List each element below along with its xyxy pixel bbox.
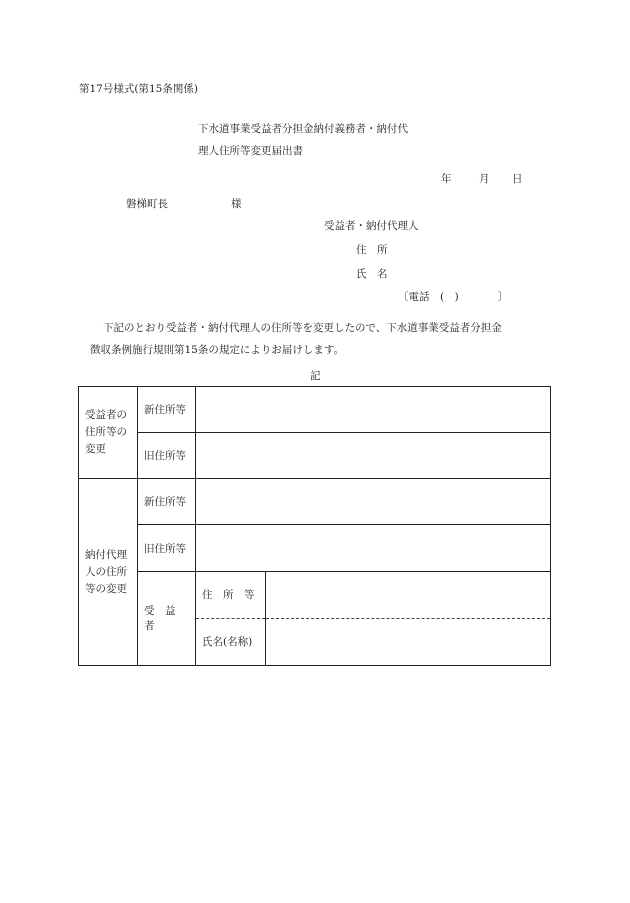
addressee-name: 磐梯町長: [126, 198, 168, 210]
beneficiary-old-address-label: 旧住所等: [138, 433, 196, 479]
beneficiary-name-label: 氏名(名称): [196, 618, 266, 665]
date-day: 日: [512, 173, 523, 185]
date-month: 月: [479, 173, 490, 185]
agent-new-address-label: 新住所等: [138, 479, 196, 525]
body-text-line1: 下記のとおり受益者・納付代理人の住所等を変更したので、下水道事業受益者分担金: [103, 322, 502, 334]
applicant-label: 受益者・納付代理人: [324, 220, 419, 232]
document-title-line2: 理人住所等変更届出書: [198, 145, 303, 157]
applicant-phone-close: 〕: [498, 291, 509, 303]
change-form-table: [78, 386, 551, 666]
ki-heading: 記: [310, 370, 321, 382]
beneficiary-name-field[interactable]: [266, 618, 551, 665]
section-beneficiary-change-label: 受益者の 住所等の 変更: [79, 387, 138, 479]
applicant-phone-label: 〔電話 ( ): [398, 291, 459, 303]
agent-new-address-field[interactable]: [196, 479, 551, 525]
applicant-name-label: 氏 名: [356, 268, 388, 280]
addressee-honorific: 様: [231, 198, 242, 210]
body-text-line2: 徴収条例施行規則第15条の規定によりお届けします。: [90, 344, 345, 356]
beneficiary-new-address-label: 新住所等: [138, 387, 196, 433]
beneficiary-new-address-field[interactable]: [196, 387, 551, 433]
date-year: 年: [441, 173, 452, 185]
applicant-address-label: 住 所: [356, 244, 388, 256]
document-title-line1: 下水道事業受益者分担金納付義務者・納付代: [198, 123, 408, 135]
beneficiary-label: 受 益 者: [138, 571, 196, 665]
agent-old-address-field[interactable]: [196, 525, 551, 571]
beneficiary-old-address-field[interactable]: [196, 433, 551, 479]
beneficiary-address-field[interactable]: [266, 571, 551, 618]
agent-old-address-label: 旧住所等: [138, 525, 196, 571]
beneficiary-address-label: 住 所 等: [196, 571, 266, 618]
section-agent-change-label: 納付代理 人の住所 等の変更: [79, 479, 138, 666]
form-number: 第17号様式(第15条関係): [79, 83, 198, 95]
